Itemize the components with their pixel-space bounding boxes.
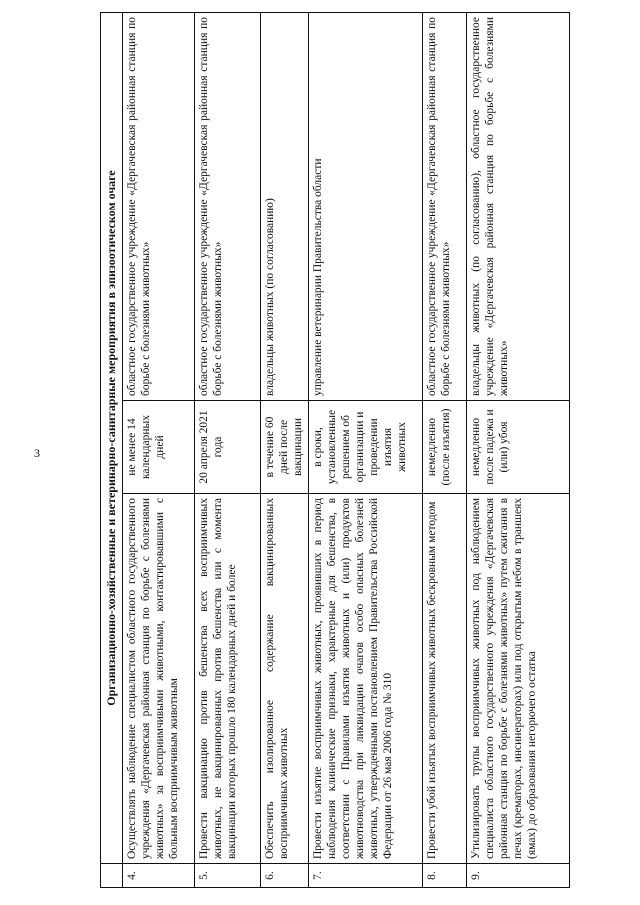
measure-text: Утилизировать трупы восприимчивых животных под наблюдением специалиста областного государственного учреждения «Дергачевская районная станция по борьбе с болезнями животных» путем сжигания в печах (крематорах, инсинераторах) или под открытым небом в траншеях (ямах) до образования негорючего остатка: [466, 494, 569, 864]
table-row: [260, 13, 308, 888]
row-number: 4.: [122, 864, 194, 888]
row-number: 8.: [422, 864, 466, 888]
measure-text: Провести изъятие восприимчивых животных, проявивших в период наблюдения клинические признаки, характерные для бешенства, в соответствии с Правилами изъятия животных и (или) продуктов животноводства при ликвидации очагов особо опасных болезней животных, утвержденными постановлением Правительства Российской Федерации от 26 мая 2006 года № 310: [309, 494, 422, 864]
deadline-text: 20 апреля 2021 года: [194, 401, 260, 494]
measure-text: Обеспечить изолированное содержание вакцинированных восприимчивых животных: [260, 494, 308, 864]
table-row: [422, 13, 466, 888]
measure-text: Провести убой изъятых восприимчивых животных бескровным методом: [422, 494, 466, 864]
responsible-text: владельцы животных (по согласованию), областное государственное учреждение «Дергачевская районная станция по борьбе с болезнями животных»: [466, 13, 569, 401]
table-row: [466, 13, 569, 888]
deadline-text: немедленно (после изъятия): [422, 401, 466, 494]
measure-text: Осуществлять наблюдение специалистом областного государственного учреждения «Дергачевская районная станция по борьбе с болезнями животных» за восприимчивыми животными, контактировавшими с больным восприимчивым животным: [122, 494, 194, 864]
measures-table: [100, 12, 570, 888]
table-row: [309, 13, 422, 888]
deadline-text: в течение 60 дней после вакцинации: [260, 401, 308, 494]
responsible-text: владельцы животных (по согласованию): [260, 13, 308, 401]
table-row: [194, 13, 260, 888]
section-header-row: [101, 13, 123, 888]
table-row: [122, 13, 194, 888]
measure-text: Провести вакцинацию против бешенства всех восприимчивых животных, не вакцинированных против бешенства или с момента вакцинации которых прошло 180 календарных дней и более: [194, 494, 260, 864]
deadline-text: не менее 14 календарных дней: [122, 401, 194, 494]
row-number: 9.: [466, 864, 569, 888]
responsible-text: управление ветеринарии Правительства области: [309, 13, 422, 401]
row-number: 7.: [309, 864, 422, 888]
section-title: Организационно-хозяйственные и ветеринарно-санитарные мероприятия в эпизоотическом очаге: [101, 13, 123, 864]
row-number: 5.: [194, 864, 260, 888]
page-number: 3: [34, 446, 40, 460]
deadline-text: в сроки, установленные решением об организации и проведении изъятия животных: [309, 401, 422, 494]
deadline-text: немедленно после падежа и (или) убоя: [466, 401, 569, 494]
responsible-text: областное государственное учреждение «Дергачевская районная станция по борьбе с болезнями животных»: [422, 13, 466, 401]
row-number: 6.: [260, 864, 308, 888]
responsible-text: областное государственное учреждение «Дергачевская районная станция по борьбе с болезнями животных»: [194, 13, 260, 401]
responsible-text: областное государственное учреждение «Дергачевская районная станция по борьбе с болезнями животных»: [122, 13, 194, 401]
